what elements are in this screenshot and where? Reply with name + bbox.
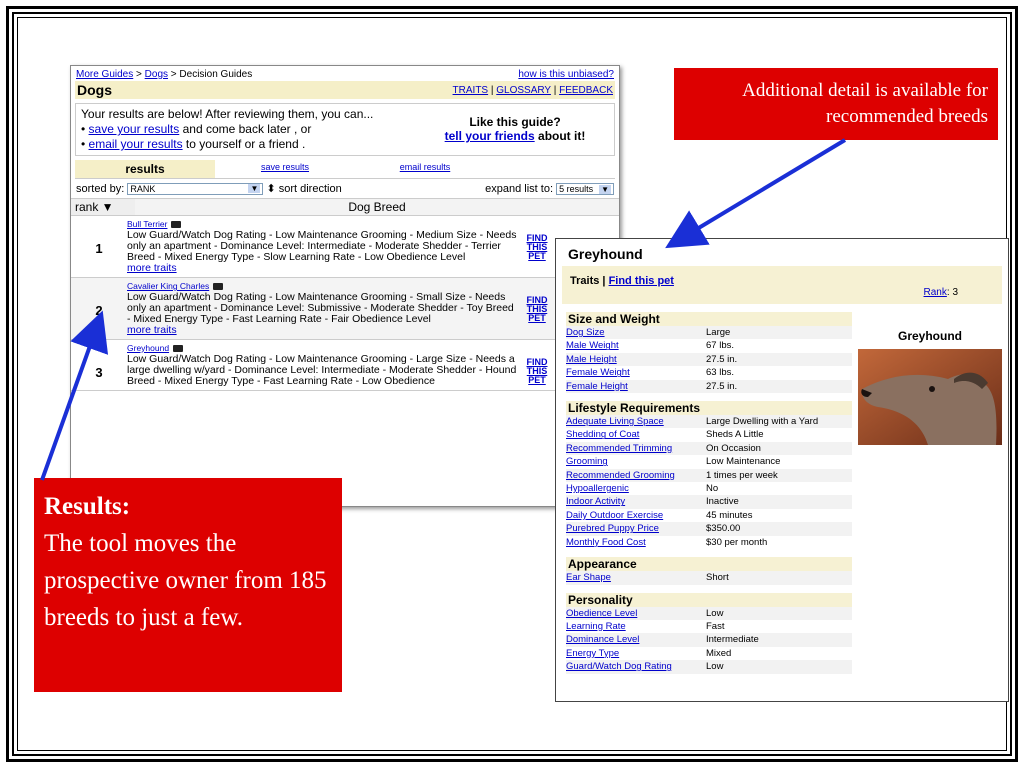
trait-link[interactable]: Indoor Activity	[566, 496, 626, 508]
trait-link[interactable]: Energy Type	[566, 647, 620, 659]
unbiased-link[interactable]: how is this unbiased?	[518, 69, 614, 80]
arrow-to-detail	[672, 140, 845, 244]
results-callout-heading: Results:	[44, 493, 131, 520]
trait-value: Intermediate	[706, 634, 759, 646]
sort-direction-icon[interactable]: ⬍	[266, 183, 276, 195]
trait-link[interactable]: Male Height	[566, 353, 617, 365]
trait-link[interactable]: Monthly Food Cost	[566, 536, 646, 548]
breed-link[interactable]: Cavalier King Charles	[127, 281, 210, 291]
detail-title: Greyhound	[568, 246, 643, 262]
feedback-link[interactable]: FEEDBACK	[559, 84, 613, 96]
trait-value: $350.00	[706, 523, 741, 535]
tab-save-results[interactable]: save results	[260, 162, 310, 172]
trait-value: Low	[706, 661, 724, 673]
tell-rest-text: about it!	[538, 129, 586, 143]
tab-email-results[interactable]: email results	[399, 162, 451, 172]
sorted-by-label: sorted by:	[76, 183, 125, 195]
section-heading: Size and Weight	[566, 312, 852, 326]
rank-link[interactable]: Rank	[923, 287, 947, 298]
trait-value: No	[706, 483, 719, 495]
detail-callout: Additional detail is available for recommended breeds	[674, 68, 998, 140]
trait-value: 63 lbs.	[706, 367, 734, 379]
expand-label: expand list to:	[485, 182, 553, 195]
trait-value: Sheds A Little	[706, 429, 764, 441]
section-heading: Lifestyle Requirements	[566, 401, 852, 415]
email-results-link[interactable]: email your results	[88, 137, 183, 151]
trait-value: $30 per month	[706, 536, 768, 548]
trait-value: 45 minutes	[706, 509, 753, 521]
trait-link[interactable]: Adequate Living Space	[566, 416, 664, 428]
trait-value: Mixed	[706, 647, 732, 659]
trait-value: 67 lbs.	[706, 340, 734, 352]
tell-friends-link[interactable]: tell your friends	[444, 129, 535, 143]
trait-link[interactable]: Female Height	[566, 380, 628, 392]
trait-link[interactable]: Guard/Watch Dog Rating	[566, 661, 672, 673]
sort-value: RANK	[130, 184, 156, 194]
trait-value: Short	[706, 572, 729, 584]
chevron-down-icon: ▼	[250, 184, 259, 193]
image-caption: Greyhound	[897, 329, 962, 343]
trait-link[interactable]: Dog Size	[566, 327, 605, 338]
trait-link[interactable]: Dominance Level	[566, 634, 640, 646]
email-rest-text: to yourself or a friend .	[185, 137, 306, 151]
save-results-link[interactable]: save your results	[88, 122, 180, 136]
breed-traits: Low Guard/Watch Dog Rating - Low Maintenance Grooming - Medium Size - Needs only an apartment - Dominance Level: Intermediate - Moderate Shedder - Terrier Breed - Mixed Energy Type - Slow Learning Rate - Low Obedience Level	[127, 229, 517, 263]
trait-link[interactable]: Grooming	[566, 456, 608, 468]
trait-value: Inactive	[706, 496, 739, 508]
rank-value: 3	[952, 287, 958, 298]
find-pet-link[interactable]: FIND THIS PET	[526, 357, 548, 385]
expand-value: 5 results	[559, 183, 594, 194]
chevron-down-icon: ▼	[601, 184, 609, 194]
section-heading: Appearance	[566, 557, 852, 571]
breadcrumb-current: Decision Guides	[179, 69, 253, 80]
breed-traits: Low Guard/Watch Dog Rating - Low Maintenance Grooming - Large Size - Needs a large dwelling w/yard - Dominance Level: Intermediate - Moderate Shedder - Hound Breed - Mixed Energy Type - Fast Learning Rate - Low Obedience	[127, 353, 517, 387]
rank-column-header[interactable]: rank ▼	[75, 200, 114, 214]
breadcrumb-more-guides[interactable]: More Guides	[76, 69, 134, 80]
rank-number: 1	[95, 241, 103, 256]
traits-label: Traits	[570, 275, 600, 287]
trait-value: 27.5 in.	[706, 380, 738, 392]
find-pet-link[interactable]: FIND THIS PET	[526, 233, 548, 261]
trait-value: 1 times per week	[706, 469, 778, 481]
trait-link[interactable]: Ear Shape	[566, 572, 611, 584]
rank-number: 3	[95, 365, 103, 380]
save-rest-text: and come back later , or	[182, 122, 312, 136]
breadcrumb: More Guides > Dogs > Decision Guides	[76, 69, 253, 80]
trait-value: Low Maintenance	[706, 456, 781, 468]
more-traits-link[interactable]: more traits	[127, 262, 177, 274]
breadcrumb-dogs[interactable]: Dogs	[144, 69, 169, 80]
section-heading: Personality	[566, 593, 852, 607]
trait-value: Fast	[706, 620, 725, 632]
like-title: Like this guide?	[469, 115, 561, 129]
trait-value: Low	[706, 607, 724, 619]
trait-link[interactable]: Male Weight	[566, 340, 619, 352]
more-traits-link[interactable]: more traits	[127, 324, 177, 336]
breed-traits: Low Guard/Watch Dog Rating - Low Maintenance Grooming - Small Size - Needs only an apartment - Dominance Level: Submissive - Moderate Shedder - Toy Breed - Mixed Energy Type - Fast Learning Rate - Fair Obedience Level	[127, 291, 514, 325]
find-this-pet-link[interactable]: Find this pet	[608, 275, 674, 287]
trait-value: 27.5 in.	[706, 353, 738, 365]
breed-column-header[interactable]: Dog Breed	[135, 199, 619, 215]
glossary-link[interactable]: GLOSSARY	[496, 84, 551, 96]
trait-link[interactable]: Female Weight	[566, 367, 630, 379]
page-title: Dogs	[77, 82, 112, 98]
results-callout-body: The tool moves the prospective owner from 185 breeds to just a few.	[44, 530, 327, 631]
trait-link[interactable]: Learning Rate	[566, 620, 626, 632]
breed-link[interactable]: Greyhound	[127, 343, 170, 353]
trait-link[interactable]: Recommended Grooming	[566, 469, 675, 481]
traits-link[interactable]: TRAITS	[452, 84, 489, 96]
trait-value: Large	[706, 327, 731, 338]
header-links: TRAITS | GLOSSARY | FEEDBACK	[452, 84, 613, 96]
trait-link[interactable]: Recommended Trimming	[566, 442, 673, 454]
find-pet-link[interactable]: FIND THIS PET	[526, 295, 548, 323]
trait-value: Large Dwelling with a Yard	[706, 416, 819, 428]
trait-link[interactable]: Shedding of Coat	[566, 429, 640, 441]
trait-link[interactable]: Obedience Level	[566, 607, 638, 619]
trait-link[interactable]: Purebred Puppy Price	[566, 523, 659, 535]
rank-number: 2	[95, 303, 103, 318]
intro-text: Your results are below! After reviewing them, you can...	[81, 107, 374, 121]
intro-box: Your results are below! After reviewing them, you can... • save your results and come back later , or • email your results to yourself or a friend . Like this guide? tell your friends about it!	[75, 103, 615, 156]
arrow-to-results	[42, 318, 100, 480]
trait-link[interactable]: Hypoallergenic	[566, 483, 629, 495]
tab-results[interactable]: results	[75, 160, 215, 178]
detail-header-band: Traits | Find this pet Rank: 3	[562, 266, 1002, 304]
sort-direction-label: sort direction	[278, 183, 342, 195]
breed-link[interactable]: Bull Terrier	[127, 219, 168, 229]
trait-link[interactable]: Daily Outdoor Exercise	[566, 509, 664, 521]
trait-value: On Occasion	[706, 442, 761, 454]
